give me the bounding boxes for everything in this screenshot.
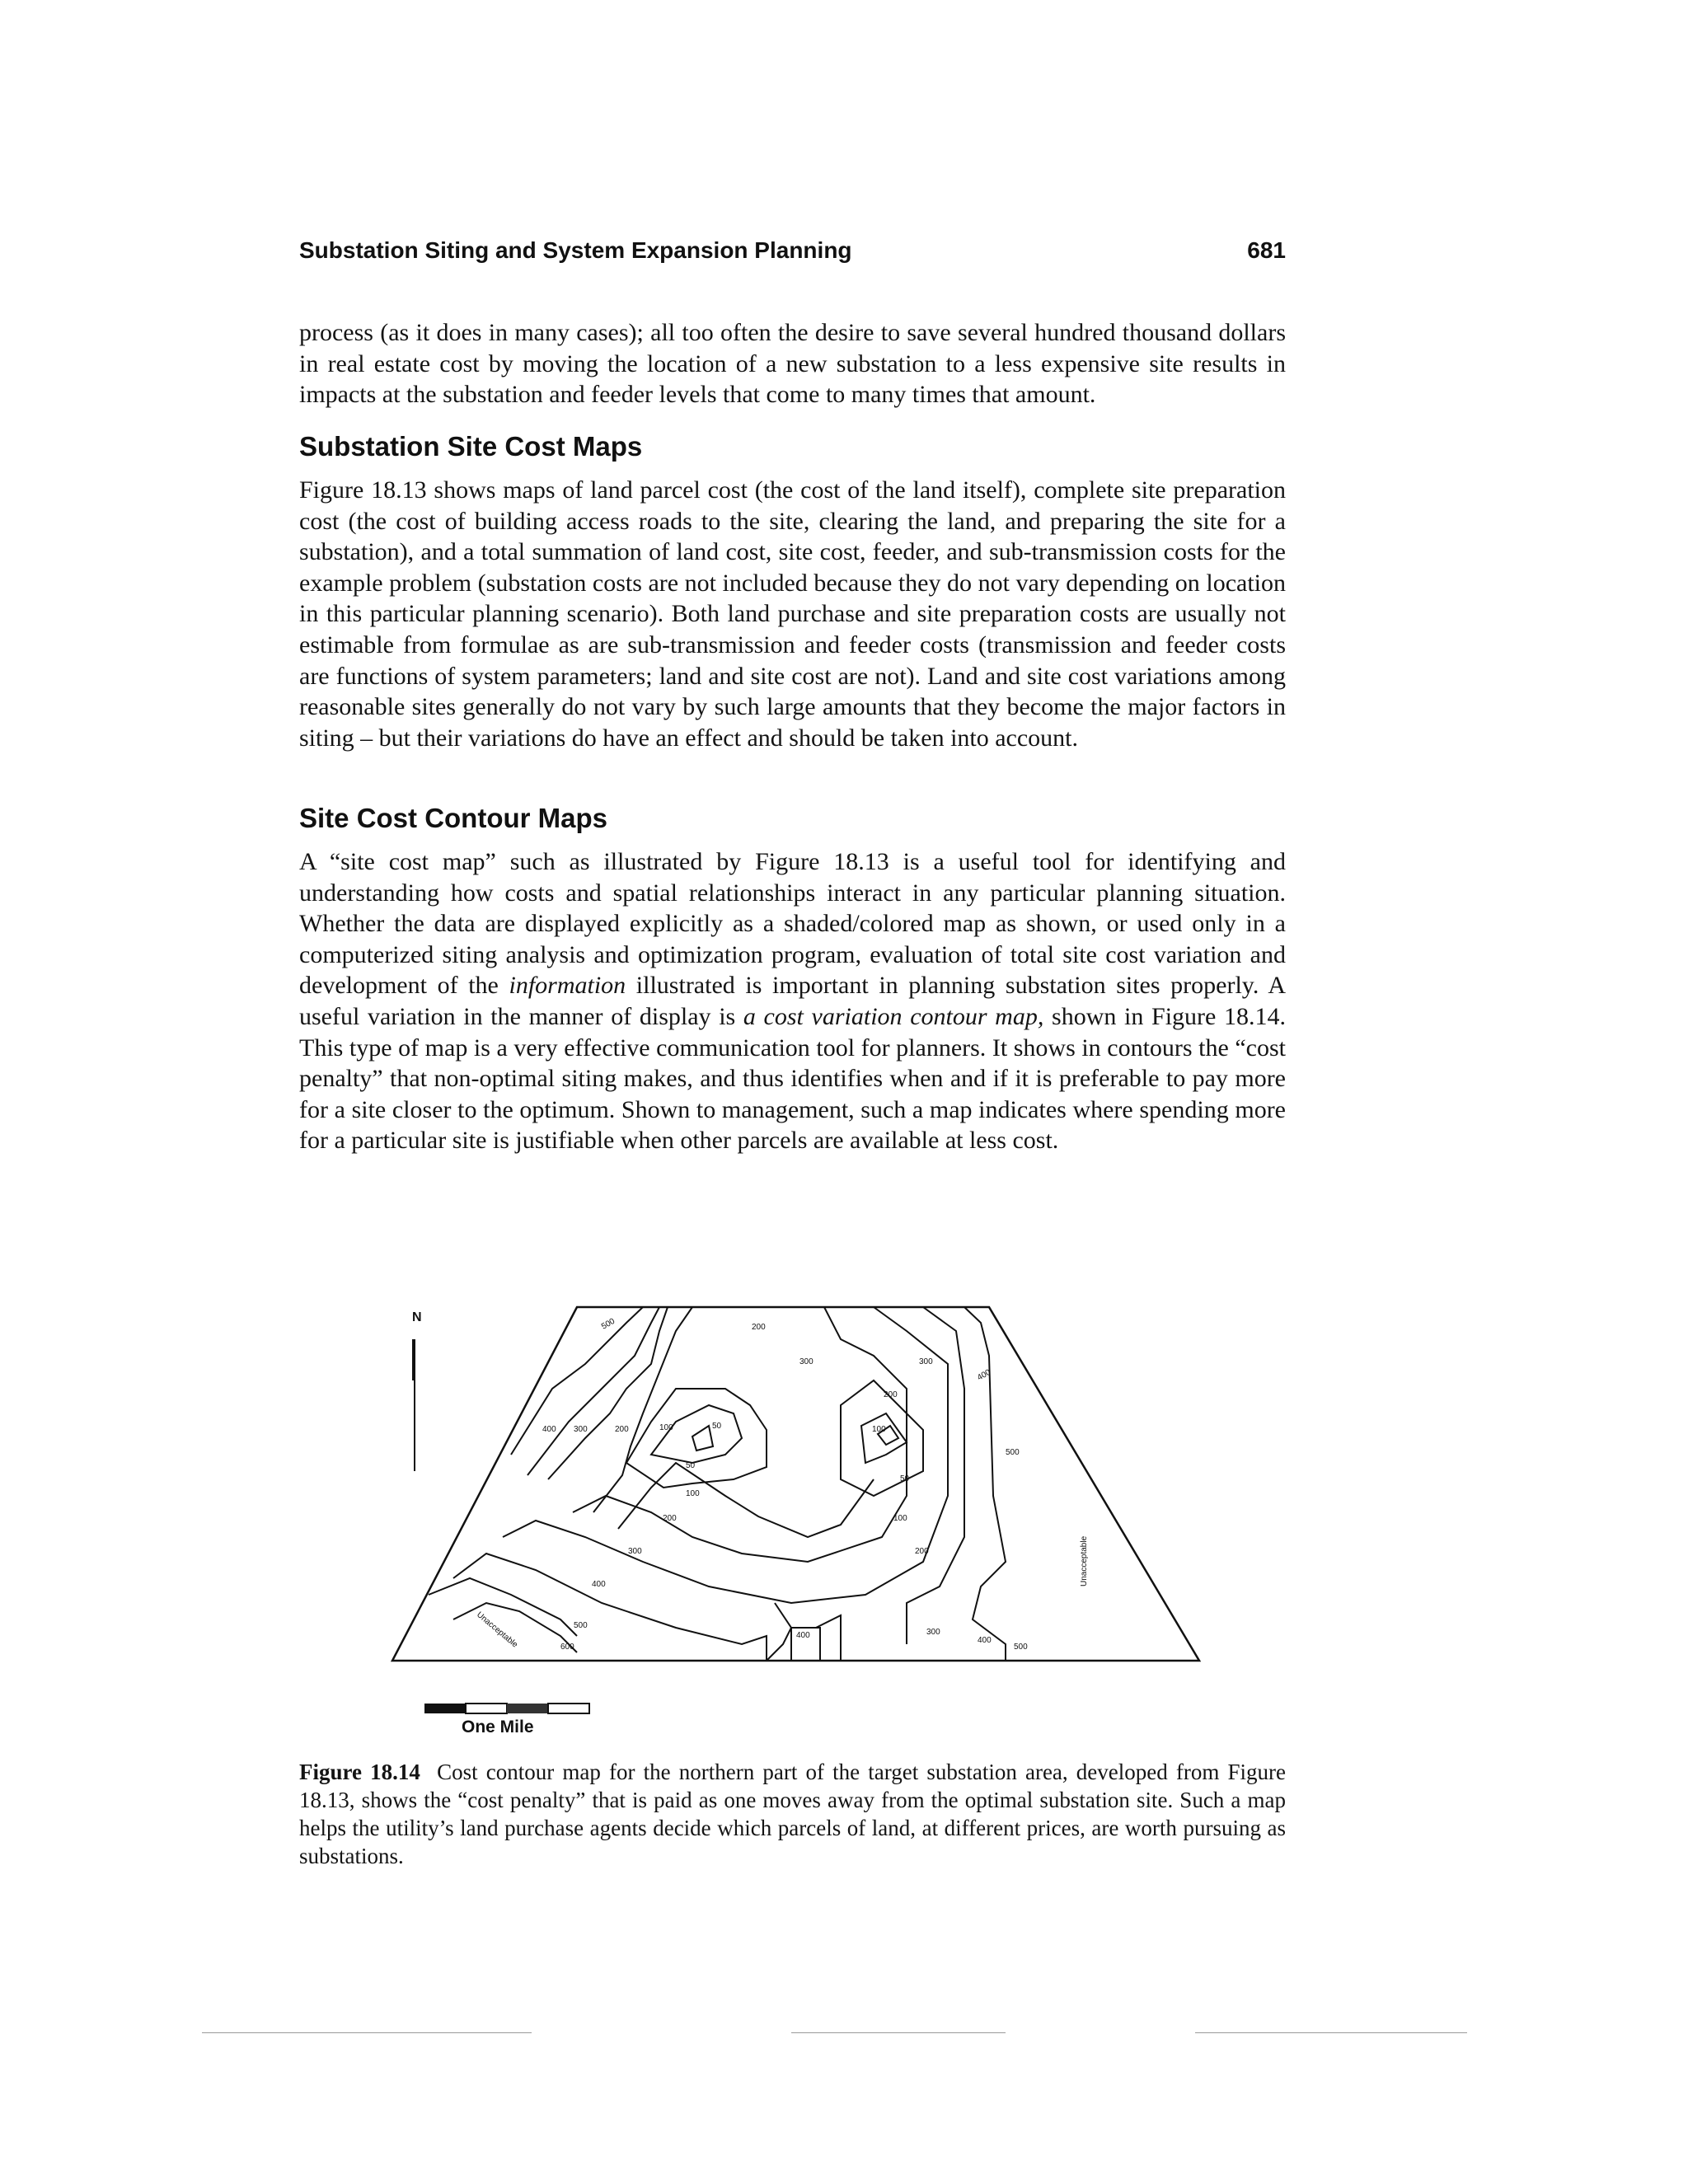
contour-label: 100 xyxy=(872,1425,886,1434)
contour-label: 400 xyxy=(978,1636,992,1645)
contour-label: 200 xyxy=(663,1514,677,1523)
contour-label: 400 xyxy=(542,1425,556,1434)
scan-artifact-line xyxy=(1195,2032,1467,2033)
figure-cost-contour-map xyxy=(379,1290,1220,1768)
contour-label: 200 xyxy=(884,1390,898,1399)
contour-label: 300 xyxy=(574,1425,588,1434)
contour-label: 300 xyxy=(926,1628,940,1637)
contour-label: 500 xyxy=(574,1621,588,1630)
contour-label: 300 xyxy=(628,1547,642,1556)
section-heading-contour-maps: Site Cost Contour Maps xyxy=(299,803,608,833)
figure-caption xyxy=(299,1758,1286,1870)
scan-artifact-line xyxy=(791,2032,1006,2033)
paragraph-3 xyxy=(299,846,1286,1156)
contour-label: 200 xyxy=(752,1323,766,1332)
contour-label: 500 xyxy=(600,1316,617,1332)
contour-label: 400 xyxy=(796,1631,810,1640)
paragraph-3-part-b: illustrated is important in planning substation sites properly. A useful variation in the manner of display is xyxy=(299,972,1286,1030)
contour-label: 200 xyxy=(615,1425,629,1434)
scale-label: One Mile xyxy=(462,1718,534,1736)
north-arrow-icon xyxy=(412,1310,422,1471)
contour-label: 50 xyxy=(900,1474,910,1483)
contour-label: 100 xyxy=(659,1423,673,1432)
cost-contour-map-svg xyxy=(379,1290,1220,1768)
contour-label: 300 xyxy=(799,1357,814,1366)
page-number: 681 xyxy=(1247,237,1286,263)
contour-label: 100 xyxy=(893,1514,907,1523)
section-heading-site-cost-maps: Substation Site Cost Maps xyxy=(299,431,643,462)
figure-caption-text: Cost contour map for the northern part of the target substation area, developed from Figure 18.13, shows the “cost penalty” that is paid as one moves away from the optimal substation site. Such a map helps the utility’s land purchase agents decide which parcels of land, at different prices, are worth pursuing as substations. xyxy=(299,1760,1287,1868)
contour-label: 300 xyxy=(919,1357,933,1366)
unacceptable-label-left: Unacceptable xyxy=(475,1610,519,1650)
contour-label: 100 xyxy=(686,1489,700,1498)
contour-label: 400 xyxy=(976,1367,992,1383)
contour-label: 50 xyxy=(712,1422,722,1431)
emphasis-information: information xyxy=(509,972,626,1000)
contour-label: 400 xyxy=(592,1580,606,1589)
scan-artifact-line xyxy=(202,2032,532,2033)
figure-caption-label: Figure 18.14 xyxy=(299,1760,420,1784)
running-head-title: Substation Siting and System Expansion Planning xyxy=(299,237,852,263)
unacceptable-label-right: Unacceptable xyxy=(1080,1535,1089,1586)
map-boundary xyxy=(392,1307,1199,1661)
north-label: N xyxy=(412,1310,422,1324)
emphasis-cost-variation-contour-map: a cost variation contour map, xyxy=(743,1002,1044,1030)
contour-label: 600 xyxy=(560,1643,574,1652)
contour-label: 500 xyxy=(1014,1643,1028,1652)
paragraph-3-part-c: shown in Figure 18.14. This type of map is a very effective communication tool for planners. It shows in contours the “cost penalty” that non-optimal siting makes, and thus identifies when and if it is preferable to pay more for a site closer to the optimum. Shown to management, such a map indicates where spending more for a particular site is justifiable when other parcels are available at less cost. xyxy=(299,1002,1287,1155)
contour-label: 50 xyxy=(686,1461,696,1470)
paragraph-1: process (as it does in many cases); all too often the desire to save several hundred thousand dollars in real estate cost by moving the location of a new substation to a less expensive site results in impacts at the substation and feeder levels that come to many times that amount. xyxy=(299,319,1286,409)
paragraph-3-part-a: A “site cost map” such as illustrated by Figure 18.13 is a useful tool for identifying and understanding how costs and spatial relationships interact in any particular planning situation. Whether the data are displayed explicitly as a shaded/colored map as shown, or used only in a computerized siting analysis and optimization program, evaluation of total site cost variation and development of the xyxy=(299,848,1286,1000)
running-head xyxy=(299,237,1286,270)
paragraph-2: Figure 18.13 shows maps of land parcel cost (the cost of the land itself), complete site preparation cost (the cost of building access roads to the site, clearing the land, and preparing the site for a substation), and a total summation of land cost, site cost, feeder, and sub-transmission costs for the example problem (substation costs are not included because they do not vary depending on location in this particular planning scenario). Both land purchase and site preparation costs are usually not estimable from formulae as are sub-transmission and feeder costs (transmission and feeder costs are functions of system parameters; land and site cost are not). Land and site cost variations among reasonable sites generally do not vary by such large amounts that they become the major factors in siting – but their variations do have an effect and should be taken into account. xyxy=(299,476,1286,752)
scale-bar xyxy=(424,1704,589,1736)
contour-label: 200 xyxy=(915,1547,929,1556)
contour-label: 500 xyxy=(1006,1448,1020,1457)
